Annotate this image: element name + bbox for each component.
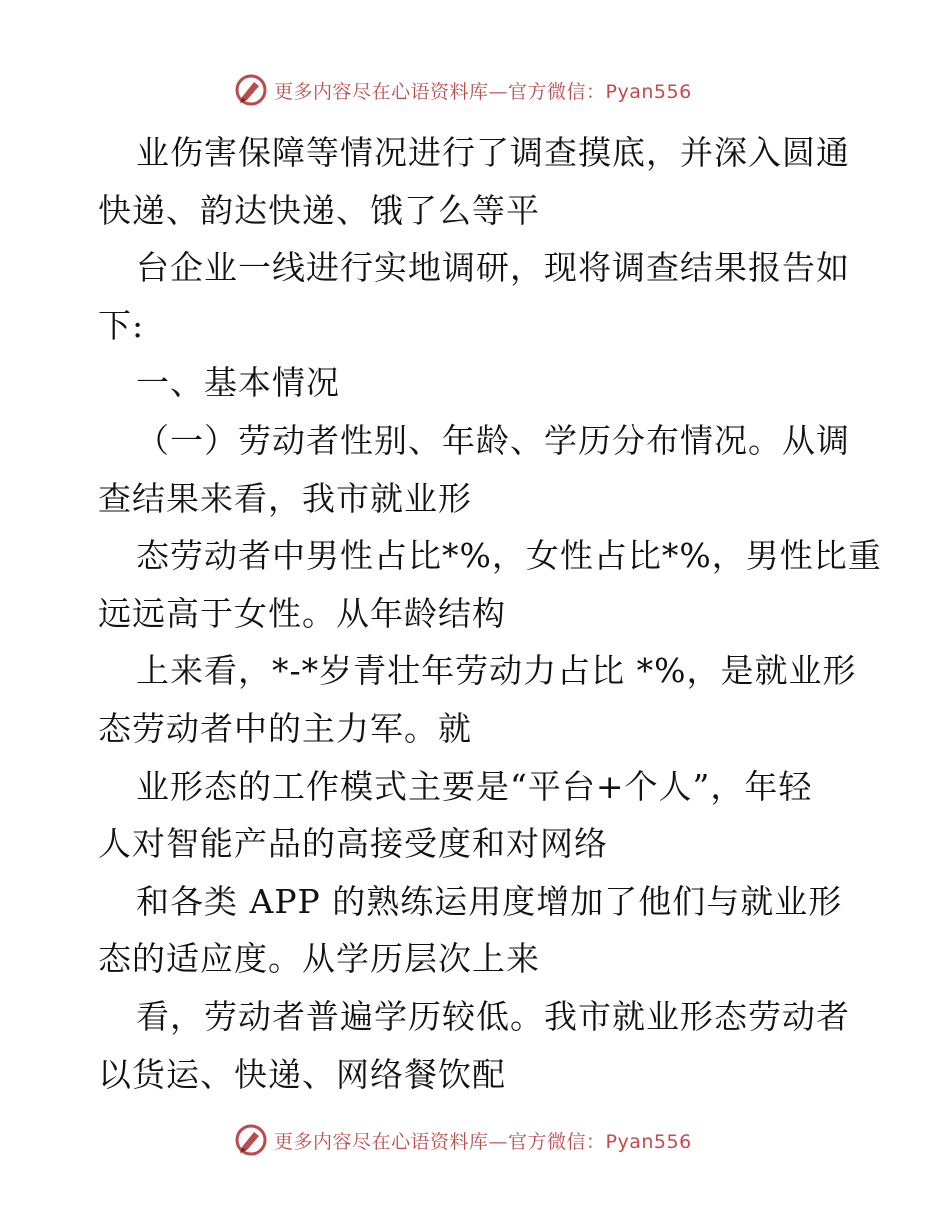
- body-text-line: 和各类 APP 的熟练运用度增加了他们与就业形: [136, 881, 843, 921]
- watermark-text: [274, 1127, 692, 1154]
- watermark-brand: 更多内容尽在心语资料库: [274, 80, 489, 103]
- body-text-line: 态劳动者中男性占比*%，女性占比*%，男性比重: [136, 536, 882, 576]
- body-text-line: 台企业一线进行实地调研，现将调查结果报告如: [136, 248, 850, 288]
- body-text-line: 一、基本情况: [136, 363, 340, 403]
- watermark-dash: —: [488, 80, 509, 103]
- footer-watermark: [234, 1122, 692, 1158]
- pen-circle-logo-icon: [234, 1123, 268, 1157]
- body-text-line: 以货运、快递、网络餐饮配: [98, 1054, 506, 1094]
- watermark-brand: 更多内容尽在心语资料库: [274, 1130, 489, 1153]
- body-text-line: 下:: [98, 305, 145, 345]
- watermark-dash: —: [488, 1130, 509, 1153]
- watermark-official: 官方微信：: [508, 80, 606, 103]
- header-watermark: [234, 72, 692, 108]
- body-text-line: 查结果来看，我市就业形: [98, 478, 472, 518]
- watermark-official: 官方微信：: [508, 1130, 606, 1153]
- body-text-line: （一）劳动者性别、年龄、学历分布情况。从调: [136, 420, 850, 460]
- watermark-text: [274, 77, 692, 104]
- body-text-line: 看，劳动者普遍学历较低。我市就业形态劳动者: [136, 996, 850, 1036]
- body-text-line: 业形态的工作模式主要是“平台+个人”，年轻: [136, 766, 813, 806]
- body-text-line: 快递、韵达快递、饿了么等平: [98, 190, 540, 230]
- body-text-line: 上来看，*-*岁青壮年劳动力占比 *%，是就业形: [136, 651, 857, 691]
- body-text-line: 态劳动者中的主力军。就: [98, 708, 472, 748]
- pen-circle-logo-icon: [234, 73, 268, 107]
- watermark-wechat-id: Pyan556: [605, 1130, 692, 1153]
- document-body: [98, 124, 882, 1103]
- body-text-line: 业伤害保障等情况进行了调查摸底，并深入圆通: [136, 133, 850, 172]
- body-text-line: 人对智能产品的高接受度和对网络: [98, 824, 608, 864]
- watermark-wechat-id: Pyan556: [605, 80, 692, 103]
- body-text-line: 远远高于女性。从年龄结构: [98, 593, 506, 633]
- body-text-line: 态的适应度。从学历层次上来: [98, 939, 540, 979]
